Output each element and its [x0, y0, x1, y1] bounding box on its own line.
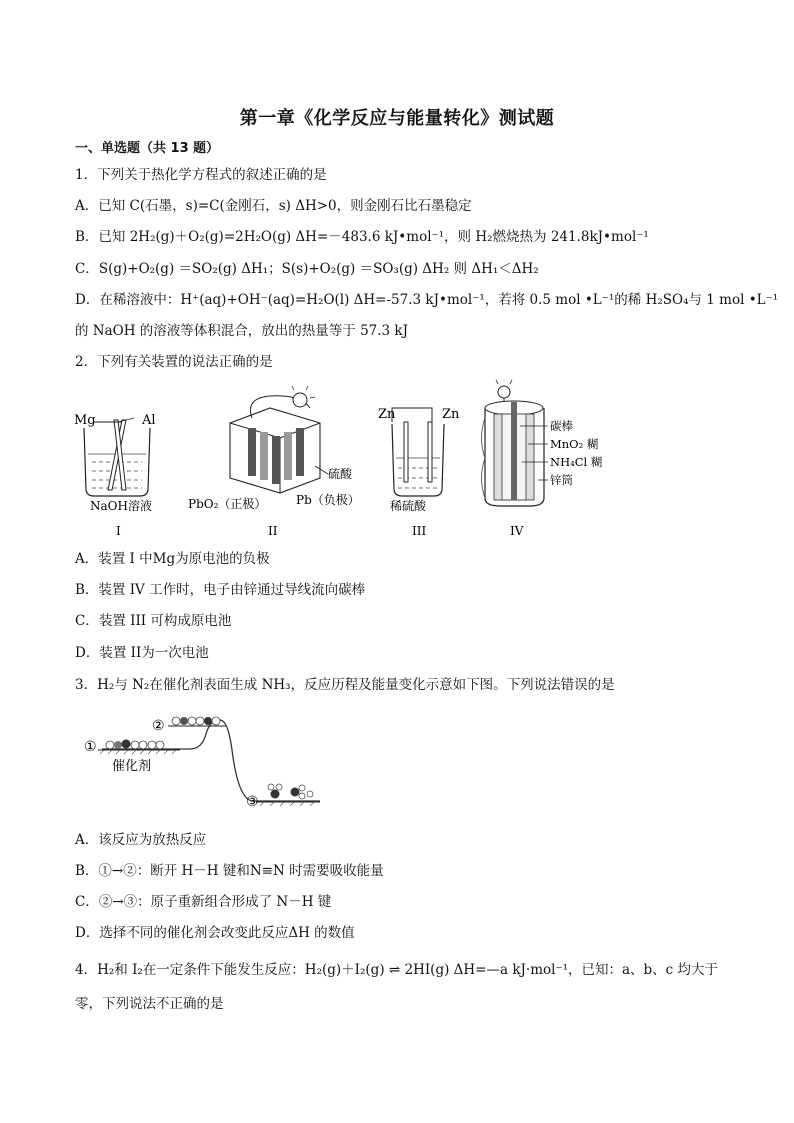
q3-option-d: D．选择不同的催化剂会改变此反应ΔH 的数值: [75, 925, 355, 941]
device-iv-part-2: NH₄Cl 糊: [550, 455, 603, 469]
device-i-right-electrode: Al: [142, 413, 156, 428]
q1-stem: 1．下列关于热化学方程式的叙述正确的是: [75, 167, 327, 183]
device-i: [74, 413, 156, 538]
q2-option-a: A．装置 I 中Mg为原电池的负极: [75, 551, 270, 567]
q1-option-b: B．已知 2H₂(g)＋O₂(g)=2H₂O(g) ΔH=－483.6 kJ•mol⁻¹，则 H₂燃烧热为 241.8kJ•mol⁻¹: [75, 229, 649, 245]
q2-option-c: C．装置 III 可构成原电池: [75, 613, 232, 629]
device-ii-label: II: [268, 524, 278, 538]
device-iv: [482, 380, 603, 538]
battery-devices-figure: [70, 378, 630, 543]
device-i-left-electrode: Mg: [74, 413, 96, 428]
device-iii: [378, 407, 460, 538]
state-1-marker: ①: [84, 739, 97, 755]
device-ii-acid: 硫酸: [328, 467, 353, 481]
state-2-marker: ②: [152, 718, 165, 734]
q1-option-c: C．S(g)+O₂(g) ＝SO₂(g) ΔH₁；S(s)+O₂(g) ＝SO₃(g) ΔH₂ 则 ΔH₁＜ΔH₂: [75, 261, 539, 277]
q2-stem: 2．下列有关装置的说法正确的是: [75, 354, 273, 370]
device-ii-positive: PbO₂（正极）: [188, 497, 267, 511]
device-iv-label: IV: [510, 524, 524, 538]
device-iv-part-1: MnO₂ 糊: [550, 437, 599, 451]
q2-option-d: D．装置 II为一次电池: [75, 645, 209, 661]
q1-option-d: D．在稀溶液中：H⁺(aq)+OH⁻(aq)=H₂O(l) ΔH=-57.3 kJ•mol⁻¹，若将 0.5 mol •L⁻¹的稀 H₂SO₄与 1 mol •L⁻¹: [75, 292, 779, 308]
device-iv-part-3: 锌筒: [550, 473, 573, 487]
q4-stem: 4．H₂和 I₂在一定条件下能发生反应：H₂(g)＋I₂(g) ⇌ 2HI(g) ΔH=—a kJ·mol⁻¹，已知：a、b、c 均大于: [75, 962, 719, 978]
reaction-energy-figure: [80, 710, 340, 815]
device-i-solution: NaOH溶液: [90, 499, 152, 513]
device-iv-part-0: 碳棒: [550, 419, 573, 433]
q1-option-a: A．已知 C(石墨，s)=C(金刚石，s) ΔH>0，则金刚石比石墨稳定: [75, 198, 472, 214]
device-iii-right-electrode: Zn: [442, 407, 460, 422]
device-iii-solution: 稀硫酸: [390, 499, 427, 513]
device-ii: [188, 386, 360, 538]
device-iii-label: III: [412, 524, 427, 538]
q3-option-c: C．②→③：原子重新组合形成了 N－H 键: [75, 894, 332, 910]
device-ii-negative: Pb（负极）: [296, 493, 360, 507]
page-title: 第一章《化学反应与能量转化》测试题: [239, 108, 555, 129]
q4-stem-cont: 零，下列说法不正确的是: [75, 996, 224, 1012]
state-3-marker: ③: [246, 794, 259, 810]
section-heading: 一、单选题（共 13 题）: [75, 141, 220, 156]
catalyst-label: 催化剂: [112, 759, 152, 774]
device-i-label: I: [116, 524, 121, 538]
q1-option-d-cont: 的 NaOH 的溶液等体积混合，放出的热量等于 57.3 kJ: [75, 323, 409, 339]
q3-option-b: B．①→②：断开 H－H 键和N≡N 时需要吸收能量: [75, 863, 384, 879]
q3-stem: 3．H₂与 N₂在催化剂表面生成 NH₃，反应历程及能量变化示意如下图。下列说法错误的是: [75, 677, 615, 693]
q3-option-a: A．该反应为放热反应: [75, 832, 207, 848]
q2-option-b: B．装置 IV 工作时，电子由锌通过导线流向碳棒: [75, 582, 366, 598]
device-iii-left-electrode: Zn: [378, 407, 396, 422]
